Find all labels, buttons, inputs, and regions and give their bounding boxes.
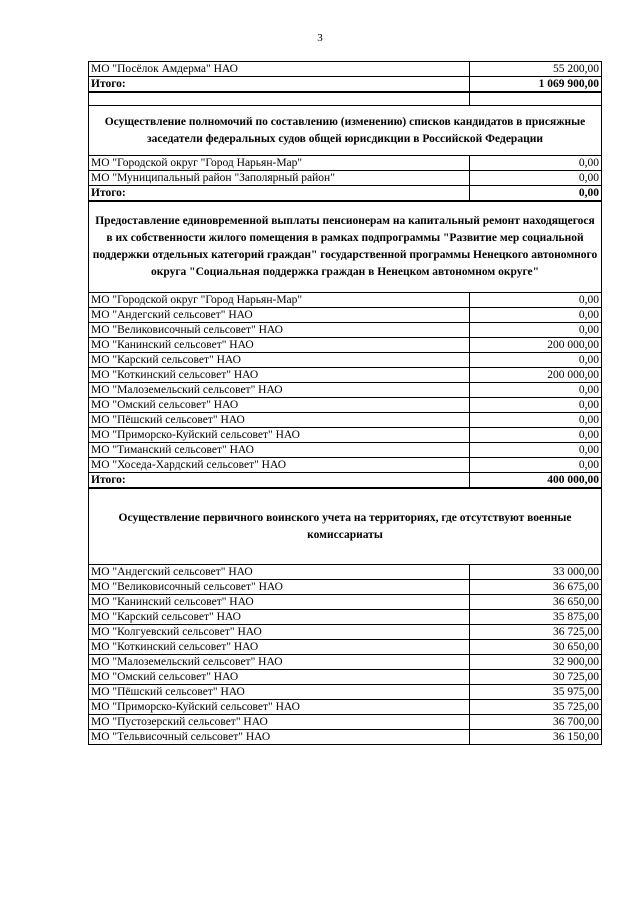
table-row: [89, 640, 602, 655]
amount-cell: 36 700,00: [470, 715, 602, 730]
table-row: [89, 323, 602, 338]
amount-cell: 30 725,00: [470, 670, 602, 685]
table-row: [89, 595, 602, 610]
municipality-name: МО "Великовисочный сельсовет" НАО: [89, 323, 470, 338]
amount-cell: 0,00: [470, 293, 602, 308]
table-row: [89, 338, 602, 353]
municipality-name: МО "Тельвисочный сельсовет" НАО: [89, 730, 470, 745]
table-row: [89, 670, 602, 685]
total-amount: 400 000,00: [470, 473, 602, 489]
municipality-name: МО "Муниципальный район "Заполярный район": [89, 171, 470, 186]
municipality-name: МО "Городской округ "Город Нарьян-Мар": [89, 293, 470, 308]
municipality-name: МО "Канинский сельсовет" НАО: [89, 595, 470, 610]
municipality-name: МО "Приморско-Куйский сельсовет" НАО: [89, 428, 470, 443]
total-label: Итого:: [89, 77, 470, 93]
amount-cell: 0,00: [470, 458, 602, 473]
total-row: [89, 473, 602, 489]
page-number: 3: [317, 32, 323, 44]
section-title: Предоставление единовременной выплаты пенсионерам на капитальный ремонт находящегося в их собственности жилого помещения в рамках подпрограммы "Развитие мер социальной поддержки отдельных категорий граждан" государственной программы Ненецкого автономного округа "Социальная поддержка граждан в Ненецком автономном округе": [89, 201, 602, 293]
empty-cell: [89, 92, 470, 106]
table-row: [89, 443, 602, 458]
table-row: [89, 383, 602, 398]
section-heading-row: [89, 488, 602, 565]
table-row: [89, 308, 602, 323]
amount-cell: 200 000,00: [470, 338, 602, 353]
section-heading-row: [89, 201, 602, 293]
section-heading-row: [89, 106, 602, 156]
municipality-name: МО "Посёлок Амдерма" НАО: [89, 62, 470, 77]
municipality-name: МО "Хоседа-Хардский сельсовет" НАО: [89, 458, 470, 473]
amount-cell: 0,00: [470, 171, 602, 186]
municipality-name: МО "Тиманский сельсовет" НАО: [89, 443, 470, 458]
table-row: [89, 625, 602, 640]
amount-cell: 0,00: [470, 383, 602, 398]
table-row: [89, 353, 602, 368]
table-row: [89, 715, 602, 730]
total-amount: 1 069 900,00: [470, 77, 602, 93]
municipality-name: МО "Малоземельский сельсовет" НАО: [89, 383, 470, 398]
table-row: [89, 62, 602, 77]
table-row: [89, 700, 602, 715]
table-row: [89, 171, 602, 186]
amount-cell: 35 875,00: [470, 610, 602, 625]
municipality-name: МО "Андегский сельсовет" НАО: [89, 565, 470, 580]
table-row: [89, 428, 602, 443]
total-amount: 0,00: [470, 186, 602, 202]
amount-cell: 0,00: [470, 323, 602, 338]
municipality-name: МО "Карский сельсовет" НАО: [89, 610, 470, 625]
table-row: [89, 156, 602, 171]
section-title: Осуществление полномочий по составлению (изменению) списков кандидатов в присяжные заседатели федеральных судов общей юрисдикции в Российской Федерации: [89, 106, 602, 156]
municipality-name: МО "Пустозерский сельсовет" НАО: [89, 715, 470, 730]
table-row: [89, 610, 602, 625]
amount-cell: 0,00: [470, 413, 602, 428]
amount-cell: 36 725,00: [470, 625, 602, 640]
table-row: [89, 413, 602, 428]
amount-cell: 0,00: [470, 308, 602, 323]
municipality-name: МО "Омский сельсовет" НАО: [89, 398, 470, 413]
amount-cell: 30 650,00: [470, 640, 602, 655]
table-row: [89, 565, 602, 580]
amount-cell: 0,00: [470, 398, 602, 413]
municipality-name: МО "Андегский сельсовет" НАО: [89, 308, 470, 323]
municipality-name: МО "Великовисочный сельсовет" НАО: [89, 580, 470, 595]
municipality-name: МО "Омский сельсовет" НАО: [89, 670, 470, 685]
total-row: [89, 186, 602, 202]
amount-cell: 36 675,00: [470, 580, 602, 595]
table-row: [89, 398, 602, 413]
municipality-name: МО "Приморско-Куйский сельсовет" НАО: [89, 700, 470, 715]
empty-cell: [470, 92, 602, 106]
allocation-table: [88, 61, 602, 745]
municipality-name: МО "Пёшский сельсовет" НАО: [89, 685, 470, 700]
total-label: Итого:: [89, 186, 470, 202]
allocation-table-body: [89, 62, 602, 745]
amount-cell: 35 725,00: [470, 700, 602, 715]
amount-cell: 55 200,00: [470, 62, 602, 77]
municipality-name: МО "Малоземельский сельсовет" НАО: [89, 655, 470, 670]
amount-cell: 33 000,00: [470, 565, 602, 580]
amount-cell: 200 000,00: [470, 368, 602, 383]
amount-cell: 36 650,00: [470, 595, 602, 610]
municipality-name: МО "Пёшский сельсовет" НАО: [89, 413, 470, 428]
municipality-name: МО "Карский сельсовет" НАО: [89, 353, 470, 368]
spacer-row: [89, 92, 602, 106]
table-row: [89, 458, 602, 473]
table-row: [89, 655, 602, 670]
municipality-name: МО "Коткинский сельсовет" НАО: [89, 368, 470, 383]
total-label: Итого:: [89, 473, 470, 489]
table-row: [89, 730, 602, 745]
amount-cell: 0,00: [470, 443, 602, 458]
amount-cell: 0,00: [470, 156, 602, 171]
section-title: Осуществление первичного воинского учета на территориях, где отсутствуют военные комиссариаты: [89, 488, 602, 565]
municipality-name: МО "Колгуевский сельсовет" НАО: [89, 625, 470, 640]
amount-cell: 0,00: [470, 353, 602, 368]
amount-cell: 0,00: [470, 428, 602, 443]
total-row: [89, 77, 602, 93]
table-row: [89, 368, 602, 383]
amount-cell: 32 900,00: [470, 655, 602, 670]
amount-cell: 36 150,00: [470, 730, 602, 745]
table-row: [89, 293, 602, 308]
table-row: [89, 580, 602, 595]
municipality-name: МО "Коткинский сельсовет" НАО: [89, 640, 470, 655]
amount-cell: 35 975,00: [470, 685, 602, 700]
municipality-name: МО "Городской округ "Город Нарьян-Мар": [89, 156, 470, 171]
table-row: [89, 685, 602, 700]
municipality-name: МО "Канинский сельсовет" НАО: [89, 338, 470, 353]
